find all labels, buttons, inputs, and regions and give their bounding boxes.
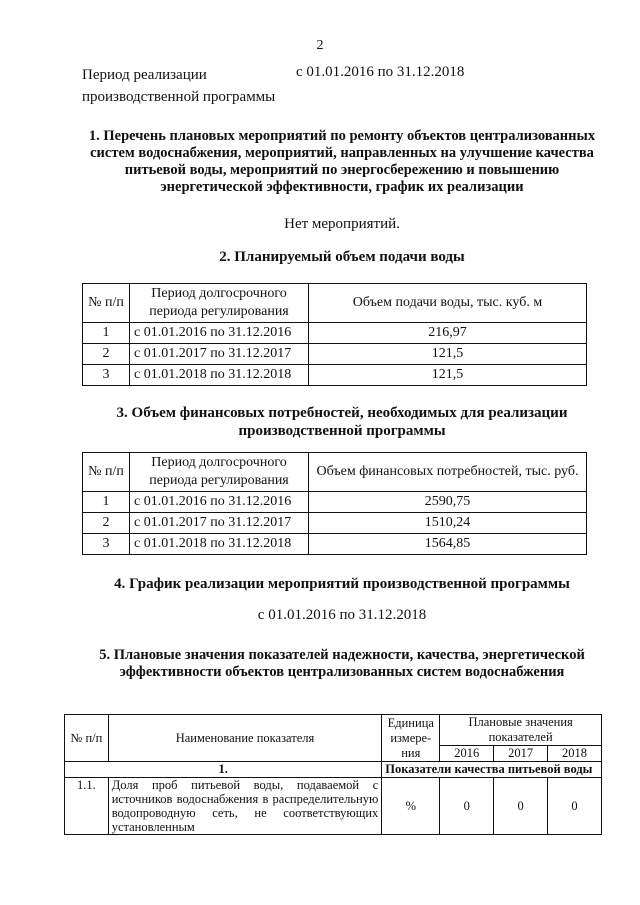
column-header: Период долгосрочного периода регулирования (130, 284, 309, 323)
table-row (83, 492, 587, 513)
column-header: Плановые значения показателей (440, 715, 602, 746)
water-supply-table (82, 283, 587, 386)
period-label: Период реализации производственной программы (82, 67, 276, 105)
row-number: 2 (83, 344, 130, 365)
row-period: с 01.01.2018 по 31.12.2018 (130, 534, 309, 555)
table-header-row (83, 284, 587, 323)
row-period: с 01.01.2016 по 31.12.2016 (130, 323, 309, 344)
table-row (65, 778, 602, 835)
row-value: 121,5 (309, 365, 587, 386)
financial-needs-table (82, 452, 587, 555)
year-header: 2018 (548, 746, 602, 762)
year-header: 2016 (440, 746, 494, 762)
indicator-value-2016: 0 (440, 778, 494, 835)
indicators-table (64, 714, 602, 835)
year-header: 2017 (494, 746, 548, 762)
table-row (83, 323, 587, 344)
row-number: 2 (83, 513, 130, 534)
period-value: с 01.01.2016 по 31.12.2018 (296, 64, 465, 80)
section-5-title: 5. Плановые значения показателей надежности, качества, энергетической эффективности объектов централизованных систем водоснабжения (99, 647, 585, 680)
row-value: 121,5 (309, 344, 587, 365)
row-number: 3 (83, 365, 130, 386)
indicator-value-2017: 0 (494, 778, 548, 835)
row-number: 1 (83, 492, 130, 513)
section-3-title: 3. Объем финансовых потребностей, необходимых для реализации производственной программы (116, 405, 568, 439)
indicator-name: Доля проб питьевой воды, подаваемой с источников водоснабжения в распределительную водопроводную сеть, не соответствующих установленным (108, 778, 382, 835)
table-header-row (83, 453, 587, 492)
table-row (83, 534, 587, 555)
row-value: 1564,85 (309, 534, 587, 555)
column-header: № п/п (65, 715, 109, 762)
section-1-title: 1. Перечень плановых мероприятий по ремонту объектов централизованных систем водоснабжения, мероприятий, направленных на улучшение качества питьевой воды, мероприятий по энергосбережению и повышению энергетической эффективности, график их реализации (88, 128, 596, 195)
section-2-title: 2. Планируемый объем подачи воды (219, 249, 465, 265)
section-4-title: 4. График реализации мероприятий производственной программы (114, 576, 570, 592)
row-value: 216,97 (309, 323, 587, 344)
row-period: с 01.01.2016 по 31.12.2016 (130, 492, 309, 513)
table-group-row (65, 762, 602, 778)
row-period: с 01.01.2017 по 31.12.2017 (130, 513, 309, 534)
group-number: 1. (65, 762, 382, 778)
section-1-note: Нет мероприятий. (284, 216, 400, 232)
table-row (83, 513, 587, 534)
row-number: 1.1. (65, 778, 109, 835)
page-number: 2 (316, 38, 324, 53)
indicator-value-2018: 0 (548, 778, 602, 835)
indicator-unit: % (382, 778, 440, 835)
column-header: Наименование показателя (108, 715, 382, 762)
row-value: 1510,24 (309, 513, 587, 534)
row-number: 1 (83, 323, 130, 344)
column-header: Объем финансовых потребностей, тыс. руб. (309, 453, 587, 492)
column-header: Период долгосрочного периода регулирования (130, 453, 309, 492)
table-header-row (65, 715, 602, 746)
column-header: Объем подачи воды, тыс. куб. м (309, 284, 587, 323)
row-period: с 01.01.2018 по 31.12.2018 (130, 365, 309, 386)
group-title: Показатели качества питьевой воды (382, 762, 602, 778)
column-header: Единица измере-ния (382, 715, 440, 762)
row-number: 3 (83, 534, 130, 555)
column-header: № п/п (83, 453, 130, 492)
section-4-period: с 01.01.2016 по 31.12.2018 (257, 607, 427, 623)
row-period: с 01.01.2017 по 31.12.2017 (130, 344, 309, 365)
table-row (83, 344, 587, 365)
row-value: 2590,75 (309, 492, 587, 513)
column-header: № п/п (83, 284, 130, 323)
table-row (83, 365, 587, 386)
